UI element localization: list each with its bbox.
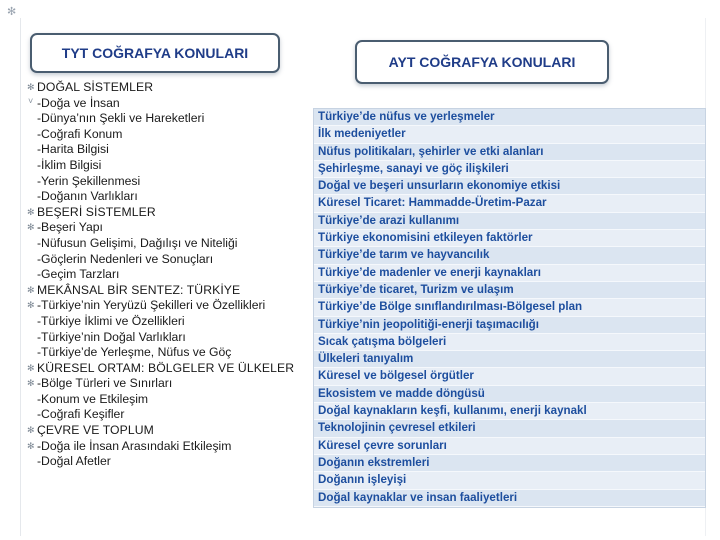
tyt-list-item bbox=[0, 96, 320, 112]
ayt-topic-row: Küresel ve bölgesel örgütler bbox=[314, 368, 705, 385]
tyt-list-text: -Türkiye’de Yerleşme, Nüfus ve Göç bbox=[37, 345, 232, 360]
star-bullet-icon: ✻ bbox=[27, 222, 35, 233]
tyt-list-text: -Doğanın Varlıkları bbox=[37, 189, 138, 204]
tyt-list-item bbox=[0, 392, 320, 408]
tyt-title-box bbox=[30, 33, 280, 73]
tyt-list-text: BEŞERİ SİSTEMLER bbox=[37, 204, 156, 219]
ayt-title-box bbox=[355, 40, 609, 84]
tyt-list-item bbox=[0, 127, 320, 143]
tyt-list-item bbox=[0, 205, 320, 221]
ayt-title: AYT COĞRAFYA KONULARI bbox=[388, 54, 576, 70]
tyt-list-text: -Türkiye’nin Yeryüzü Şekilleri ve Özellikleri bbox=[37, 298, 266, 313]
tyt-list-item bbox=[0, 252, 320, 268]
ayt-topic-row: Türkiye’nin jeopolitiği-enerji taşımacılığı bbox=[314, 317, 705, 334]
ayt-topic-row: Türkiye’de nüfus ve yerleşmeler bbox=[314, 109, 705, 126]
tyt-list-text: -Doğa ile İnsan Arasındaki Etkileşim bbox=[37, 438, 232, 453]
tyt-list-text: -Harita Bilgisi bbox=[37, 142, 109, 157]
tyt-list-item bbox=[0, 236, 320, 252]
tyt-list-item bbox=[0, 298, 320, 314]
tyt-list-item bbox=[0, 314, 320, 330]
tyt-list-text: -Geçim Tarzları bbox=[37, 267, 120, 282]
tyt-list-item bbox=[0, 454, 320, 470]
star-bullet-icon: ✻ bbox=[27, 378, 35, 389]
tyt-list-item bbox=[0, 407, 320, 423]
tyt-list-text: -Türkiye’nin Doğal Varlıkları bbox=[37, 329, 186, 344]
tyt-title: TYT COĞRAFYA KONULARI bbox=[61, 45, 249, 61]
ayt-topic-row: Türkiye’de arazi kullanımı bbox=[314, 213, 705, 230]
tick-bullet-icon: ˅ bbox=[28, 95, 34, 106]
ayt-topic-row: Türkiye’de ticaret, Turizm ve ulaşım bbox=[314, 282, 705, 299]
ayt-topic-row: Doğal ve beşeri unsurların ekonomiye etkisi bbox=[314, 178, 705, 195]
ayt-topic-row: Şehirleşme, sanayi ve göç ilişkileri bbox=[314, 161, 705, 178]
tyt-list-text: ÇEVRE VE TOPLUM bbox=[37, 423, 154, 438]
tyt-list-text: -Beşeri Yapı bbox=[37, 220, 103, 235]
tyt-list-text: -İklim Bilgisi bbox=[37, 157, 102, 172]
ayt-topic-row: Doğanın işleyişi bbox=[314, 472, 705, 489]
tyt-list-text: -Nüfusun Gelişimi, Dağılışı ve Niteliği bbox=[37, 235, 238, 250]
ayt-topic-row: Doğal kaynakların keşfi, kullanımı, enerji kaynakl bbox=[314, 403, 705, 420]
tyt-list-item bbox=[0, 283, 320, 299]
star-bullet-icon: ✻ bbox=[27, 82, 35, 92]
tyt-topic-list bbox=[0, 80, 320, 470]
ayt-topic-row: Nüfus politikaları, şehirler ve etki alanları bbox=[314, 144, 705, 161]
tyt-list-text: -Konum ve Etkileşim bbox=[37, 391, 149, 406]
ayt-topic-row: Türkiye’de Bölge sınıflandırılması-Bölgesel plan bbox=[314, 299, 705, 316]
ayt-topic-row: Küresel çevre sorunları bbox=[314, 438, 705, 455]
ayt-topic-row: Doğanın ekstremleri bbox=[314, 455, 705, 472]
tyt-list-text: DOĞAL SİSTEMLER bbox=[37, 80, 154, 94]
tyt-list-text: KÜRESEL ORTAM: BÖLGELER VE ÜLKELER bbox=[37, 360, 295, 375]
tyt-list-item bbox=[0, 174, 320, 190]
tyt-list-text: -Coğrafi Keşifler bbox=[37, 407, 125, 422]
ayt-topic-row: İlk medeniyetler bbox=[314, 126, 705, 143]
star-bullet-icon: ✻ bbox=[27, 206, 35, 217]
tyt-list-text: -Türkiye İklimi ve Özellikleri bbox=[37, 313, 185, 328]
tyt-list-item bbox=[0, 80, 320, 96]
tyt-list-item bbox=[0, 330, 320, 346]
ayt-topic-table bbox=[313, 108, 706, 508]
star-bullet-icon: ✻ bbox=[27, 300, 35, 311]
tyt-list-text: -Doğal Afetler bbox=[37, 454, 111, 469]
ayt-topic-row: Sıcak çatışma bölgeleri bbox=[314, 334, 705, 351]
tyt-list-item bbox=[0, 361, 320, 377]
ayt-topic-row: Türkiye’de tarım ve hayvancılık bbox=[314, 247, 705, 264]
tyt-list-item bbox=[0, 345, 320, 361]
tyt-list-text: -Doğa ve İnsan bbox=[37, 95, 120, 110]
tyt-list-text: -Göçlerin Nedenleri ve Sonuçları bbox=[37, 251, 214, 266]
tyt-list-item bbox=[0, 423, 320, 439]
tyt-list-item bbox=[0, 158, 320, 174]
tyt-list-text: -Yerin Şekillenmesi bbox=[37, 173, 141, 188]
tyt-list-item bbox=[0, 111, 320, 127]
ayt-topic-row: Ülkeleri tanıyalım bbox=[314, 351, 705, 368]
tyt-list-text: -Coğrafi Konum bbox=[37, 126, 123, 141]
ayt-topic-row: Doğal kaynaklar ve insan faaliyetleri bbox=[314, 490, 705, 507]
tyt-list-text: -Bölge Türleri ve Sınırları bbox=[37, 376, 173, 391]
tyt-list-item bbox=[0, 142, 320, 158]
star-bullet-icon: ✻ bbox=[27, 425, 35, 436]
ayt-topic-row: Küresel Ticaret: Hammadde-Üretim-Pazar bbox=[314, 195, 705, 212]
ayt-topic-row: Teknolojinin çevresel etkileri bbox=[314, 420, 705, 437]
ayt-topic-row: Türkiye ekonomisini etkileyen faktörler bbox=[314, 230, 705, 247]
tyt-list-item bbox=[0, 189, 320, 205]
star-bullet-icon: ✻ bbox=[27, 362, 35, 373]
tyt-list-item bbox=[0, 439, 320, 455]
top-bullet-icon: ✻ bbox=[7, 6, 17, 18]
star-bullet-icon: ✻ bbox=[27, 440, 35, 451]
ayt-topic-row: Ekosistem ve madde döngüsü bbox=[314, 386, 705, 403]
tyt-list-item bbox=[0, 267, 320, 283]
tyt-list-item bbox=[0, 220, 320, 236]
tyt-list-item bbox=[0, 376, 320, 392]
ayt-topic-row: Türkiye’de madenler ve enerji kaynakları bbox=[314, 265, 705, 282]
tyt-list-text: -Dünya’nın Şekli ve Hareketleri bbox=[37, 111, 205, 126]
star-bullet-icon: ✻ bbox=[27, 284, 35, 295]
tyt-list-text: MEKÂNSAL BİR SENTEZ: TÜRKİYE bbox=[37, 282, 241, 297]
